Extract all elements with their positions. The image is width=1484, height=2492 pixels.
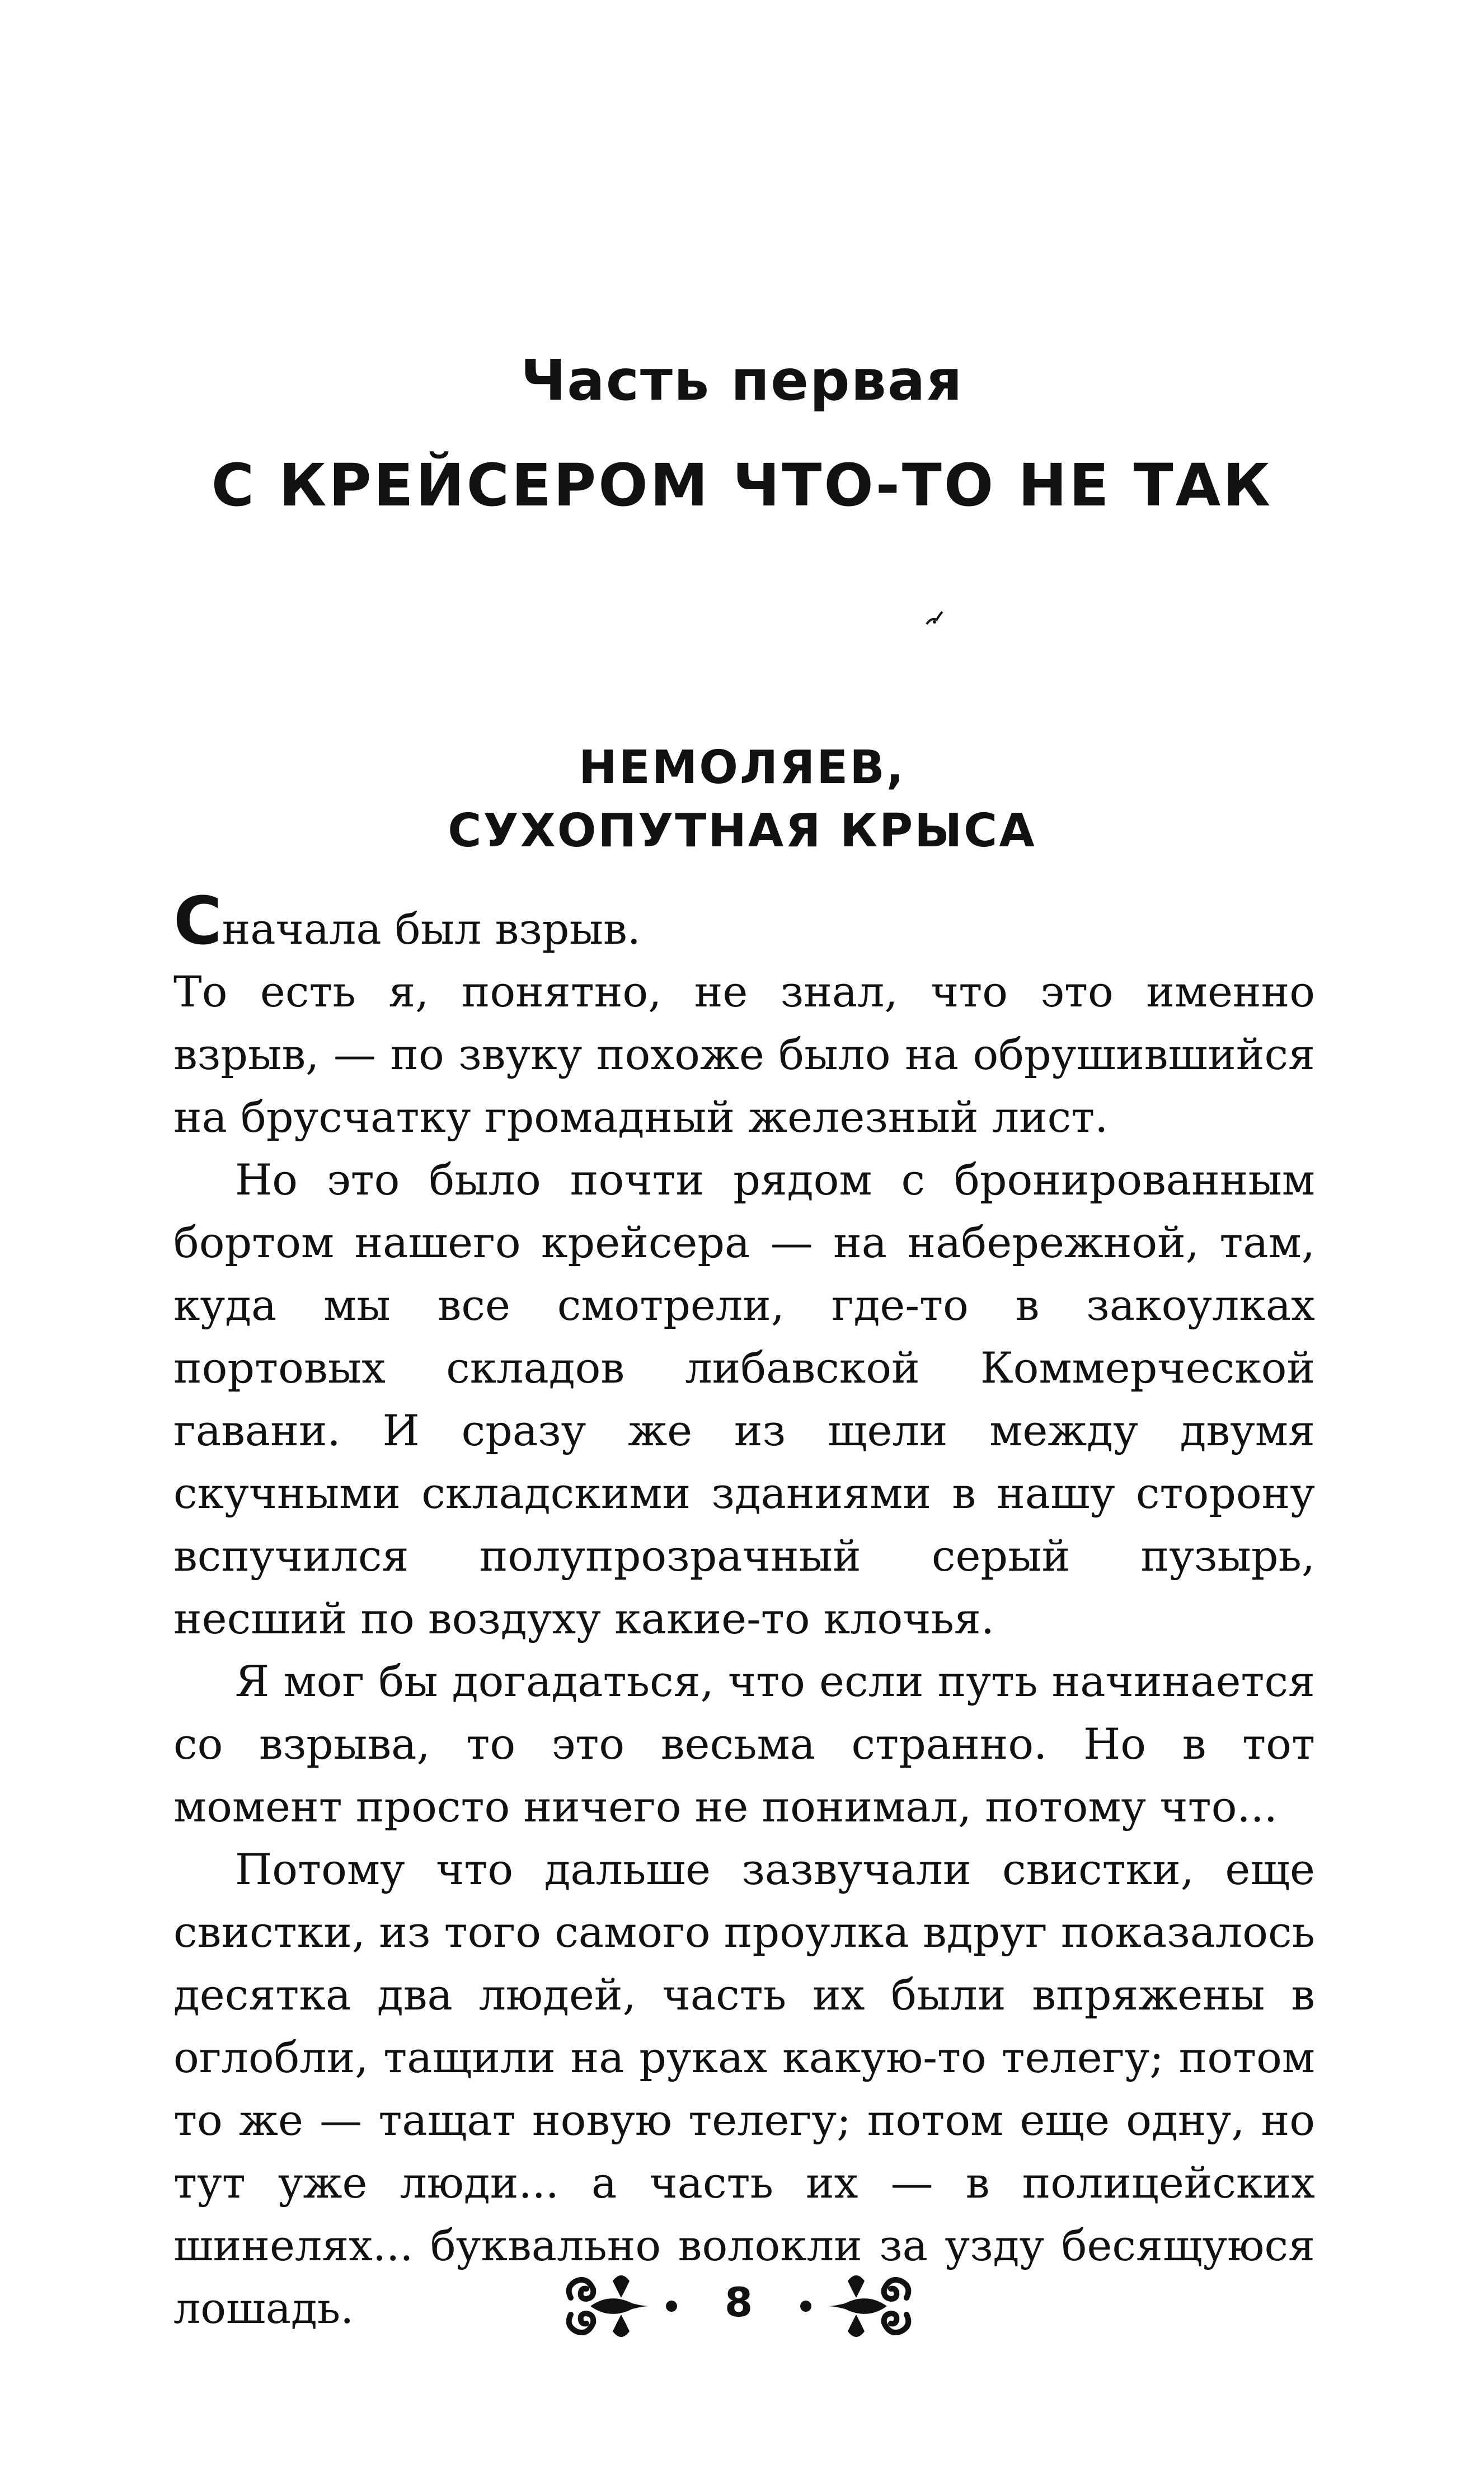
chapter-title-line-2: СУХОПУТНАЯ КРЫСА	[448, 804, 1036, 858]
part-label: Часть первая	[520, 348, 964, 413]
book-title: С КРЕЙСЕРОМ ЧТО-ТО НЕ ТАК	[211, 451, 1273, 519]
fleur-ornament-icon	[789, 2264, 918, 2348]
paragraph-1	[173, 882, 1315, 961]
page-number: 8	[724, 2279, 753, 2326]
paragraph-2: То есть я, понятно, не знал, что это именно взрыв, — по звуку похоже было на обрушившийся на брусчатку громадный железный лист.	[173, 967, 1315, 1142]
paragraph-5: Потому что дальше зазвучали свистки, еще свистки, из того самого проулка вдруг показалось десятка два людей, часть их были впряжены в оглобли, тащили на руках какую-то телегу; потом то же — тащат новую телегу; потом еще одну, но тут уже люди... а часть их — в полицейских шинелях... буквально волокли за узду бесящуюся лошадь.	[173, 1844, 1315, 2333]
chapter-title-line-1: НЕМОЛЯЕВ,	[579, 741, 905, 794]
body-text	[173, 882, 1315, 2340]
paragraph-1-text: начала был взрыв.	[222, 904, 641, 954]
paragraph-4: Я мог бы догадаться, что если путь начинается со взрыва, то это весьма странно. Но в тот момент просто ничего не понимал, потому что...	[173, 1656, 1315, 1831]
drop-cap: С	[173, 882, 222, 959]
chapter-title	[0, 736, 1484, 863]
separator-mark-icon	[923, 607, 946, 630]
page-footer	[0, 2261, 1484, 2357]
paragraph-3: Но это было почти рядом с бронированным бортом нашего крейсера — на набережной, там, куда мы все смотрели, где-то в закоулках портовых складов либавской Коммерческой гавани. И сразу же из щели между двумя скучными складскими зданиями в нашу сторону вспучился полупрозрачный серый пузырь, несший по воздуху какие-то клочья.	[173, 1155, 1315, 1643]
fleur-ornament-icon	[560, 2264, 688, 2348]
